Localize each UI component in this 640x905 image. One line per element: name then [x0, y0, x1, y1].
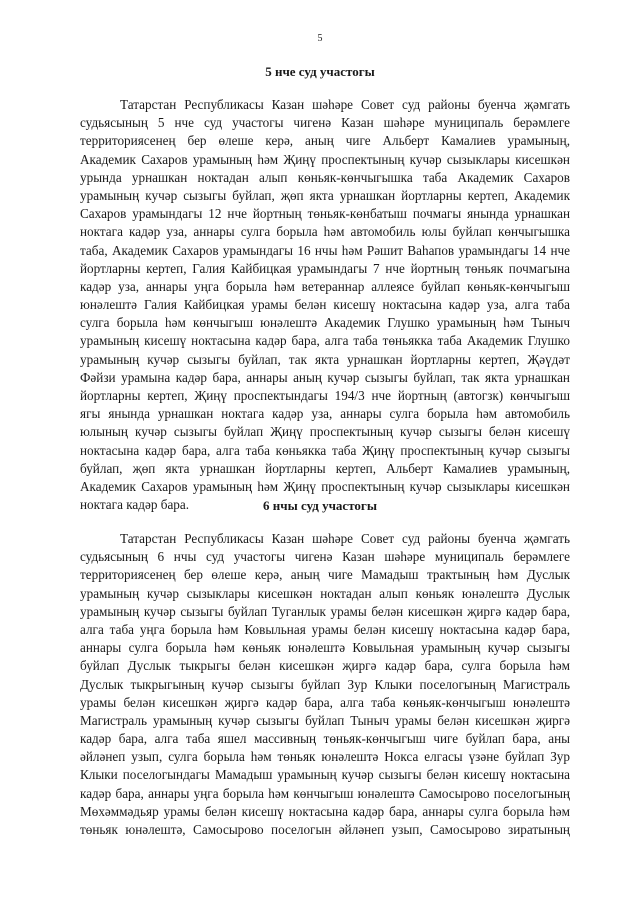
- paragraph-line: кадәр уза, аннары уңга борыла һәм ветераннар аллеясе буйлап көньяк-көнчыгыш: [80, 278, 570, 294]
- paragraph-line: судьясының 6 нчы суд участогы чигенә Казан шәһәре муниципаль берәмлеге: [80, 549, 570, 565]
- paragraph-line: Магистраль урамының кучәр сызыгы буйлап Тыныч урамы белән кисешкән җиргә: [80, 712, 570, 728]
- section-paragraph-5: [80, 96, 570, 514]
- paragraph-line: Фәйзи урамына кадәр бара, аннары аның кучәр сызыгы буйлап, так якта урнашкан: [80, 369, 570, 385]
- paragraph-line: урамының кисешү ноктасына кадәр бара, алга таба төньякка таба Академик Глушко: [80, 333, 570, 349]
- paragraph-line: төньяк юнәлештә, Самосырово поселогын әйләнеп узып, Самосырово зиратының: [80, 822, 570, 837]
- paragraph-line: йортларны кертеп, Галия Кайбицкая урамындагы 7 нче йортның төньяк почмагына: [80, 260, 570, 276]
- paragraph-line: урамының кучәр сызыгы буйлап Туганлык урамы белән кисешкән җиргә кадәр бара,: [80, 603, 570, 619]
- paragraph-line: урамының кучәр сызыгы буйлап, җөп якта урнашкан йортларны кертеп, Академик: [80, 187, 570, 203]
- paragraph-line: Академик Сахаров урамының һәм Җиңү проспектының кучәр сызыклары кисешкән: [80, 478, 570, 494]
- paragraph-line: юлының кучәр сызыгы буйлап Җиңү проспектының кучәр сызыгы белән кисешү: [80, 424, 570, 440]
- paragraph-line: ягы янында урнашкан ноктага кадәр уза, аннары сулга борыла һәм автомобиль: [80, 406, 570, 422]
- paragraph-line: кадәр бара, алга таба яшел массивның төньяк-көнчыгыш чиге буйлап бара, аны: [80, 731, 570, 747]
- page-number: 5: [317, 33, 323, 44]
- paragraph-line: әйләнеп узып, сулга борыла һәм төньяк юнәлештә Нокса елгасы үзәне буйлап Зур: [80, 749, 570, 765]
- paragraph-line: сулга борыла һәм көнчыгыш юнәлештә Академик Глушко урамының һәм Тыныч: [80, 315, 570, 331]
- paragraph-line: ноктага кадәр уза, аннары сулга борыла һәм автомобиль юлы буйлап көнчыгышка: [80, 224, 570, 240]
- paragraph-line: урында урнашкан ноктадан алып көньяк-көнчыгышка таба Академик Сахаров: [80, 169, 570, 185]
- paragraph-line: Академик Сахаров урамының һәм Җиңү проспектының кучәр сызыклары кисешкән: [80, 151, 570, 167]
- paragraph-line: буйлап Дуслык тыкрыгы белән кисешкән җиргә кадәр бара, сулга борыла һәм: [80, 658, 570, 674]
- paragraph-line: Татарстан Республикасы Казан шәһәре Совет суд районы буенча җәмгать: [120, 97, 570, 112]
- paragraph-line: судьясының 5 нче суд участогы чигенә Казан шәһәре муниципаль берәмлеге: [80, 115, 570, 131]
- paragraph-line: ноктага кадәр бара.: [80, 497, 190, 513]
- paragraph-line: аннары сулга борыла һәм көньяк юнәлештә Ковыльная урамының кучәр сызыгы: [80, 640, 570, 656]
- paragraph-line: юнәлештә Галия Кайбицкая урамы белән кисешү ноктасына кадәр уза, алга таба: [80, 297, 570, 313]
- paragraph-line: урамы белән кисешкән җиргә кадәр бара, алга таба көньяк-көнчыгыш юнәлештә: [80, 694, 570, 710]
- paragraph-line: Сахаров урамындагы 12 нче йортның төньяк-көнбатыш почмагы янында урнашкан: [80, 206, 570, 222]
- section-title-5: 5 нче суд участогы: [265, 64, 375, 79]
- paragraph-line: Дуслык тыкрыгының кучәр сызыгы буйлап Зур Клыки поселогының Магистраль: [80, 676, 570, 692]
- paragraph-line: урамының кучәр сызыклары кисешкән ноктадан алып көньяк юнәлештә Дуслык: [80, 585, 570, 601]
- paragraph-line: территориясенең бер өлеше керә, аның чиге Альберт Камалиев урамының,: [80, 133, 570, 149]
- section-paragraph-6: [80, 530, 570, 839]
- paragraph-line: Клыки поселогындагы Мамадыш урамының кучәр сызыгы белән кисешү ноктасына: [80, 767, 570, 783]
- paragraph-line: кадәр бара, аннары уңга борыла һәм көнчыгыш юнәлештә Самосырово поселогының: [80, 785, 570, 801]
- paragraph-line: урамының кучәр сызыгы буйлап, так якта урнашкан йортларны кертеп, Җәүдәт: [80, 351, 570, 367]
- paragraph-line: таба, Академик Сахаров урамындагы 16 нчы һәм Рәшит Ваһапов урамындагы 14 нче: [80, 242, 570, 258]
- paragraph-line: Татарстан Республикасы Казан шәһәре Совет суд районы буенча җәмгать: [120, 531, 570, 546]
- paragraph-line: ноктасына кадәр бара, алга таба көньякка таба Җиңү проспектының кучәр сызыгы: [80, 442, 570, 458]
- paragraph-line: Мөхәммәдьяр урамы белән кисешү ноктасына кадәр бара, аннары сулга борыла һәм: [80, 803, 570, 819]
- section-title-6: 6 нчы суд участогы: [263, 498, 377, 513]
- paragraph-line: йортларны кертеп, Җиңү проспектындагы 194/3 нче йортның (автогзк) көнчыгыш: [80, 388, 570, 403]
- paragraph-line: буйлап, җөп якта урнашкан йортларны кертеп, Альберт Камалиев урамының,: [80, 460, 570, 476]
- paragraph-line: алга таба уңга борыла һәм Ковыльная урамы белән кисешү ноктасына кадәр бара,: [80, 621, 570, 637]
- paragraph-line: территориясенең бер өлеше керә, аның чиге Мамадыш трактының һәм Дуслык: [80, 567, 570, 583]
